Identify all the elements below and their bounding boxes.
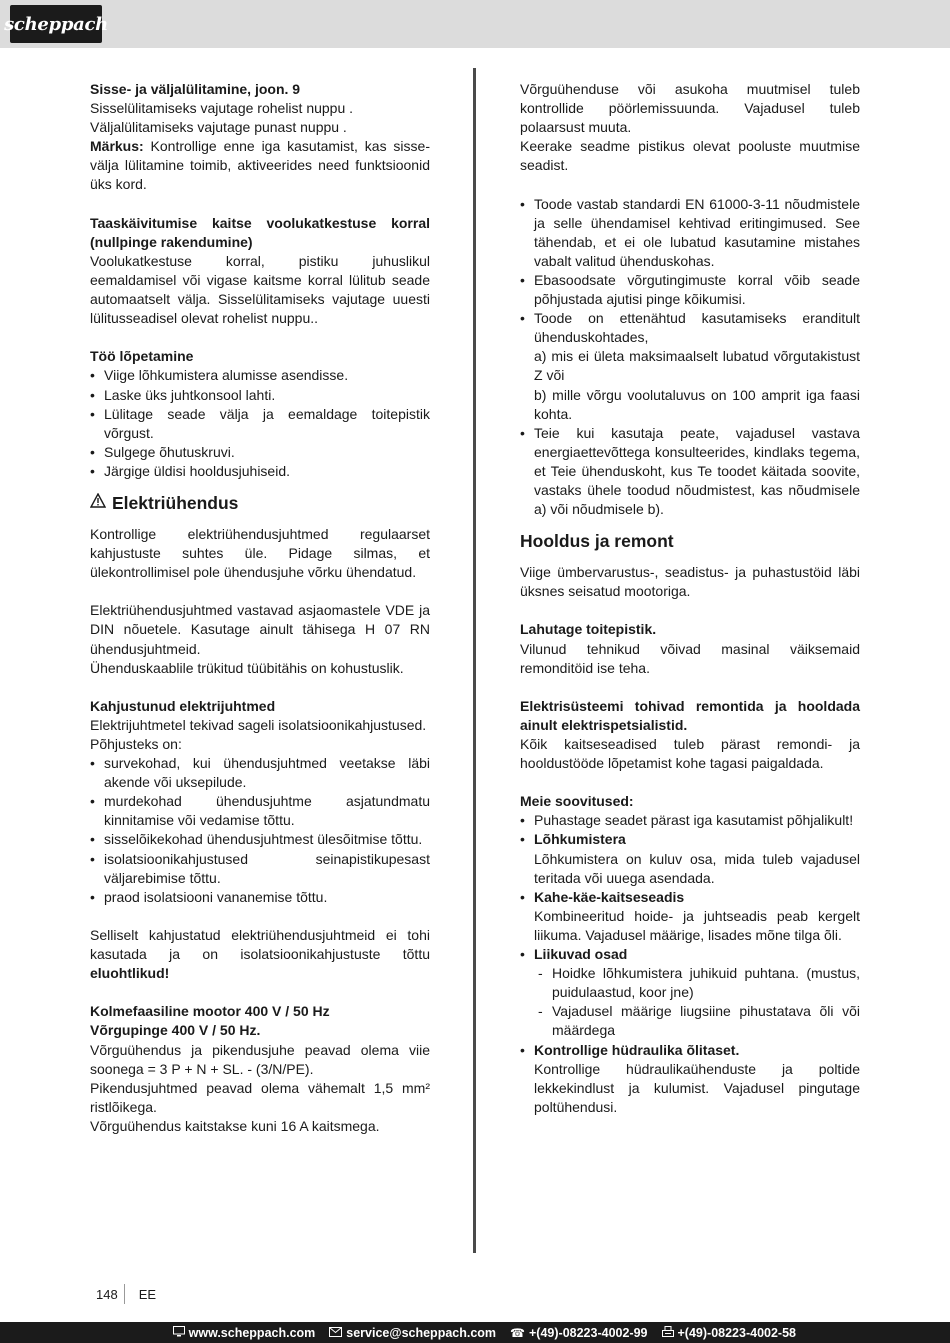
warning-triangle-icon (90, 491, 106, 515)
list-item (520, 1041, 860, 1117)
motor-paragraph-1: Võrguühendus ja pikendusjuhe peavad olema viie soonega = 3 P + N + SL. - (3/N/PE). (90, 1041, 430, 1077)
email-link[interactable]: service@scheppach.com (346, 1325, 497, 1340)
section-title-restart-protection: Taaskäivitumise kaitse voolukatkestuse korral (nullpinge rakendumine) (90, 214, 430, 250)
list-item: • survekohad, kui ühendusjuhtmed veetakse läbi akende või uksepilude. (90, 754, 430, 792)
motor-paragraph-3: Võrguühendus kaitstakse kuni 16 A kaitsmega. (90, 1117, 380, 1134)
fax-number: +(49)-08223-4002-58 (677, 1325, 796, 1340)
switch-on-text: Sisselülitamiseks vajutage rohelist nuppu . (90, 100, 354, 117)
right-column (520, 80, 860, 1117)
list-item-title: • Kahe-käe-kaitseseadis (534, 888, 685, 905)
section-title-damaged-cables: Kahjustunud elektrijuhtmed (90, 697, 276, 714)
warning-bold: eluohtlikud! (90, 965, 170, 982)
heading-electrical-connection (90, 491, 430, 515)
list-item (520, 945, 860, 1040)
list-item: • isolatsioonikahjustused seinapistikupesast väljarebimise tõttu. (90, 850, 430, 888)
motor-paragraph-2: Pikendusjuhtmed peavad olema vähemalt 1,5 mm² ristlõikega. (90, 1079, 430, 1115)
list-item-title: • Liikuvad osad (534, 946, 628, 963)
note-text: Kontrollige enne iga kasutamist, kas sisse-välja lülitamine toimib, aktiveerides need funktsioonid üks kord. (90, 138, 430, 193)
header-band (0, 0, 950, 48)
recommendations-list (520, 811, 860, 1117)
list-item-title: • Lõhkumistera (534, 831, 626, 848)
fax-icon (662, 1326, 674, 1340)
heading-text: Elektriühendus (112, 492, 239, 513)
brand-logo[interactable] (4, 5, 108, 43)
contact-phone[interactable] (510, 1326, 647, 1340)
note-label: Märkus: (90, 138, 144, 155)
rotation-paragraph: Võrguühenduse või asukoha muutmisel tuleb kontrollide pöörlemissuunda. Vajadusel tuleb polaarsust muuta. (520, 81, 860, 136)
list-item: • Järgige üldisi hooldusjuhiseid. (90, 462, 430, 481)
list-item: • Ebasoodsate võrgutingimuste korral võib seade põhjustada ajutisi pinge kõikumisi. (520, 271, 860, 309)
section-title-switching: Sisse- ja väljalülitamine, joon. 9 (90, 81, 301, 97)
page-footer (96, 1284, 156, 1304)
restart-protection-text: Voolukatkestuse korral, pistiku juhuslikul eemaldamisel või vigase kaitsme korral lülitub seade automaatselt välja. Sisselülitamiseks vajutage uuesti lülitusseadisel olevat rohelist nuppu.. (90, 252, 430, 327)
list-item: • Viige lõhkumistera alumisse asendisse. (90, 366, 430, 385)
moving-parts-list (534, 964, 860, 1040)
list-item: • Toode vastab standardi EN 61000-3-11 nõudmistele ja selle ühendamisel kehtivad eritingimused. See tähendab, et ei ole lubatud kasutamine mistahes vabalt valitud ühenduskohas. (520, 195, 860, 271)
heading-maintenance: Hooldus ja remont (520, 531, 674, 552)
section-title-motor: Kolmefaasiline mootor 400 V / 50 Hz (90, 1003, 330, 1020)
damaged-cables-causes-label: Põhjusteks on: (90, 736, 182, 752)
section-subtitle-mains: Võrgupinge 400 V / 50 Hz. (90, 1022, 261, 1039)
list-item: • Lülitage seade välja ja eemaldage toitepistik võrgust. (90, 405, 430, 443)
column-divider (473, 68, 476, 1253)
list-item-intro: • Toode on ettenähtud kasutamiseks eranditult ühenduskohtades, (534, 310, 860, 346)
list-item (520, 830, 860, 887)
standards-list (520, 195, 860, 520)
telephone-icon: ☎ (510, 1325, 525, 1340)
list-item: • sisselõikekohad ühendusjuhtmest ülesõitmise tõttu. (90, 830, 430, 849)
list-item-title: • Kontrollige hüdraulika õlitaset. (534, 1041, 740, 1058)
electrical-paragraph-3: Ühenduskaablile trükitud tüübitähis on kohustuslik. (90, 659, 404, 676)
phone-number[interactable]: +(49)-08223-4002-99 (529, 1325, 648, 1340)
finish-work-list (90, 366, 430, 481)
list-item: • Puhastage seadet pärast iga kasutamist põhjalikult! (520, 811, 860, 830)
list-item (520, 888, 860, 945)
section-title-finish-work: Töö lõpetamine (90, 348, 194, 365)
brand-logo-text: scheppach (4, 13, 108, 35)
list-item: • Teie kui kasutaja peate, vajadusel vastava energiaettevõttega konsulteerides, kindlaks tegema, et Teie ühenduskoht, kus Te toodet käitada soovite, vastaks ühele toodud nõudmistest, kas nõudmisele a) või nõudmisele b). (520, 424, 860, 519)
left-column (90, 80, 430, 1136)
switch-note (90, 137, 430, 194)
electrical-system-text: Kõik kaitseseadised tuleb pärast remondi- ja hooldustööde lõpetamist kohe tagasi paigaldada. (520, 736, 860, 772)
section-title-recommendations: Meie soovitused: (520, 793, 634, 810)
language-code: EE (138, 1286, 157, 1302)
damaged-cables-list (90, 754, 430, 907)
list-item: • Laske üks juhtkonsool lahti. (90, 386, 430, 405)
dash-item: - Vajadusel määrige liugsiine pihustatava õli või määrdega (534, 1002, 860, 1040)
contact-website[interactable] (173, 1326, 316, 1340)
section-title-electrical-system: Elektrisüsteemi tohivad remontida ja hooldada ainult elektrispetsialistid. (520, 697, 860, 733)
monitor-icon (173, 1326, 185, 1340)
list-item-text: Kontrollige hüdraulikaühenduste ja poltide lekkekindlust ja kulumist. Vajadusel pingutage poltühendusi. (534, 1060, 860, 1115)
unplug-text: Vilunud tehnikud võivad masinal väiksemaid remonditöid ise teha. (520, 640, 860, 676)
list-item (520, 309, 860, 424)
list-item: • Sulgege õhutuskruvi. (90, 443, 430, 462)
maintenance-paragraph: Viige ümbervarustus-, seadistus- ja puhastustöid läbi üksnes seisatud mootoriga. (520, 564, 860, 600)
damaged-cables-text: Elektrijuhtmetel tekivad sageli isolatsioonikahjustused. (90, 716, 427, 733)
electrical-paragraph-1: Kontrollige elektriühendusjuhtmed regulaarset kahjustuste suhtes üle. Pidage silmas, et ülekontrollimisel pole ühendusjuhe võrku ühendatud. (90, 525, 430, 581)
list-item-option-b: b) mille võrgu voolutaluvus on 100 amprit iga faasi kohta. (534, 386, 860, 422)
warning-text: Selliselt kahjustatud elektriühendusjuhtmeid ei tohi kasutada ja on isolatsioonikahjustuste tõttu (90, 926, 430, 963)
envelope-icon (329, 1326, 342, 1340)
website-link[interactable]: www.scheppach.com (188, 1325, 316, 1340)
electrical-paragraph-2: Elektriühendusjuhtmed vastavad asjaomastele VDE ja DIN nõuetele. Kasutage ainult tähisega H 07 RN ühendusjuhtmeid. (90, 602, 430, 657)
list-item-text: Kombineeritud hoide- ja juhtseadis peab kergelt liikuma. Vajadusel määrige, lisades mõne tilga õli. (534, 907, 860, 943)
section-title-unplug: Lahutage toitepistik. (520, 621, 657, 638)
contact-email[interactable] (329, 1326, 496, 1340)
list-item: • praod isolatsiooni vananemise tõttu. (90, 888, 430, 907)
list-item: • murdekohad ühendusjuhtme asjatundmatu kinnitamise või vedamise tõttu. (90, 792, 430, 830)
contact-bar (0, 1322, 950, 1343)
dash-item: - Hoidke lõhkumistera juhikuid puhtana. (mustus, puidulaastud, koor jne) (534, 964, 860, 1002)
contact-fax (662, 1326, 797, 1340)
list-item-option-a: a) mis ei ületa maksimaalselt lubatud võrgutakistust Z või (534, 348, 860, 384)
switch-off-text: Väljalülitamiseks vajutage punast nuppu . (90, 119, 347, 136)
damaged-cables-warning (90, 926, 430, 983)
page-number: 148 (96, 1286, 118, 1302)
polarity-paragraph: Keerake seadme pistikus olevat pooluste muutmise seadist. (520, 138, 860, 174)
footer-separator (124, 1284, 125, 1304)
list-item-text: Lõhkumistera on kuluv osa, mida tuleb vajadusel teritada või uuega asendada. (534, 850, 860, 886)
